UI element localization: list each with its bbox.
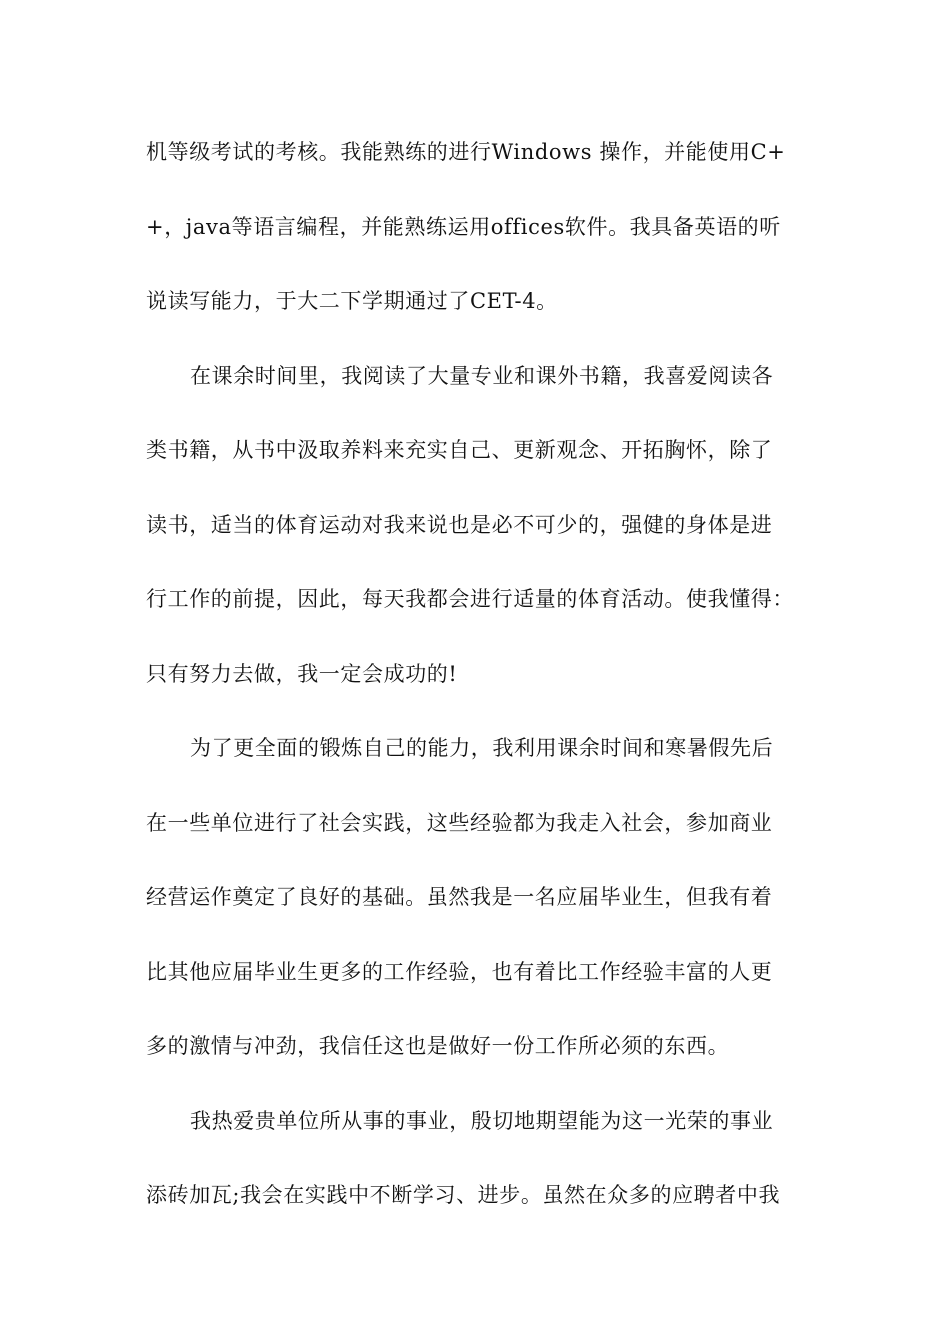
- paragraph-start-line: 我热爱贵单位所从事的事业，殷切地期望能为这一光荣的事业: [190, 1108, 774, 1133]
- paragraph-start-line: 在课余时间里，我阅读了大量专业和课外书籍，我喜爱阅读各: [190, 363, 774, 388]
- text-line: +，java等语言编程，并能熟练运用offices软件。我具备英语的听: [146, 214, 781, 239]
- text-line: 类书籍，从书中汲取养料来充实自己、更新观念、开拓胸怀，除了: [146, 438, 773, 462]
- text-line: 机等级考试的考核。我能熟练的进行Windows 操作，并能使用C+: [146, 140, 786, 164]
- text-line: 多的激情与冲劲，我信任这也是做好一份工作所必须的东西。: [146, 1034, 730, 1058]
- text-line: 只有努力去做，我一定会成功的!: [146, 661, 458, 686]
- text-line: 添砖加瓦;我会在实践中不断学习、进步。虽然在众多的应聘者中我: [146, 1183, 781, 1207]
- text-line: 读书，适当的体育运动对我来说也是必不可少的，强健的身体是进: [146, 512, 773, 537]
- text-line: 经营运作奠定了良好的基础。虽然我是一名应届毕业生，但我有着: [146, 885, 773, 909]
- text-line: 比其他应届毕业生更多的工作经验，也有着比工作经验丰富的人更: [146, 959, 773, 984]
- paragraph-start-line: 为了更全面的锻炼自己的能力，我利用课余时间和寒暑假先后: [190, 736, 774, 760]
- body-text: [146, 132, 836, 1250]
- text-line: 说读写能力，于大二下学期通过了CET-4。: [146, 289, 558, 313]
- text-line: 在一些单位进行了社会实践，这些经验都为我走入社会，参加商业: [146, 810, 773, 835]
- text-line: 行工作的前提，因此，每天我都会进行适量的体育活动。使我懂得：: [146, 587, 794, 611]
